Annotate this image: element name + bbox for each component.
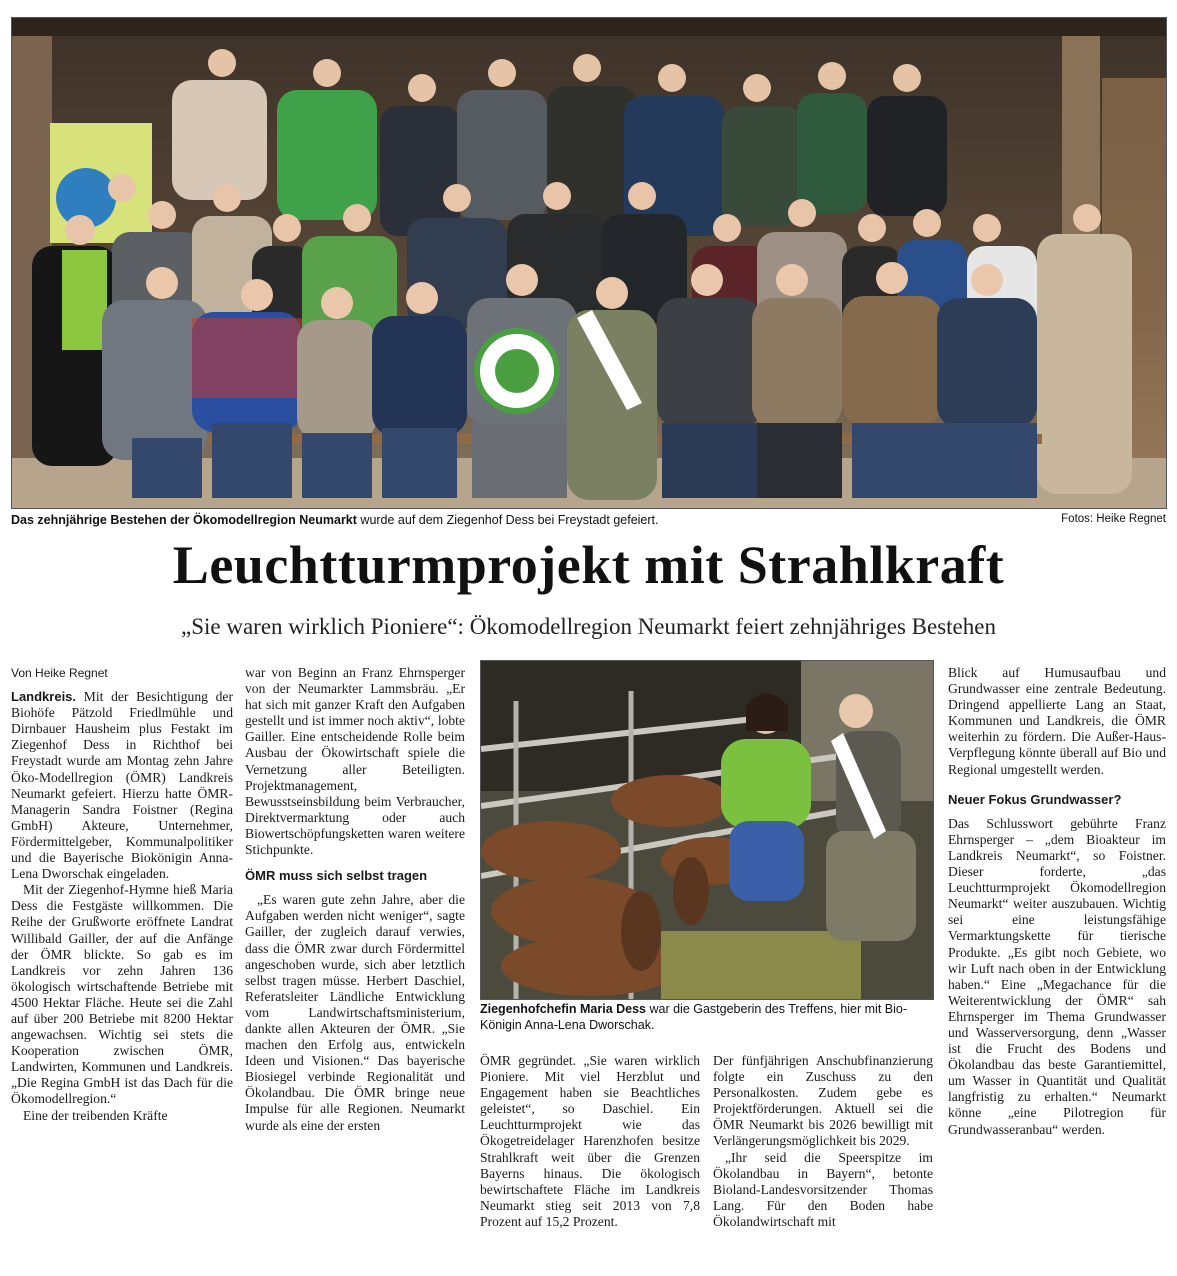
photo-credit: Fotos: Heike Regnet xyxy=(1061,513,1166,525)
col5-subheading: Neuer Fokus Grundwasser? xyxy=(948,791,1122,807)
col3-paragraph-1: ÖMR gegründet. „Sie waren wirklich Pioniere. Mit viel Herzblut und Engagement haben sie Beachtliches geleistet“, so Daschiel. Ein Leuchtturmprojekt wie das Ökogetreidelager Harenzhofen besitze Strahlkraft weit über die Grenzen Bayerns hinaus. Die ökologisch bewirtschaftete Fläche im Landkreis Neumarkt stieg seit 2013 von 7,8 Prozent auf 15,2 Prozent. xyxy=(480,1053,700,1229)
goat-photo-image xyxy=(481,661,933,999)
dateline: Landkreis. xyxy=(11,689,77,705)
col4-paragraph-1: Der fünfjährigen Anschubfinanzierung folgte ein Zuschuss zu den Personalkosten. Zudem gebe es Projektförderungen. Aktuell sei die ÖMR Neumarkt bis 2026 bewilligt mit Verlängerungsmöglichkeit bis 2029. xyxy=(713,1053,933,1149)
group-photo xyxy=(11,17,1167,509)
goat-photo-caption-bold: Ziegenhofchefin Maria Dess xyxy=(480,1002,647,1016)
top-photo-caption-text: wurde auf dem Ziegenhof Dess bei Freystadt gefeiert. xyxy=(356,513,659,527)
top-photo-caption-bold: Das zehnjährige Bestehen der Ökomodellregion Neumarkt xyxy=(11,513,357,527)
column-3 xyxy=(480,1053,700,1230)
col1-paragraph-1 xyxy=(11,689,233,882)
col1-paragraph-1-text: Mit der Besichtigung der Biohöfe Pätzold Friedlmühle und Dirnbauer Hausheim plus Festakt im Ziegenhof Dess in Richthof bei Freystadt wurde am Montag zehn Jahre Öko-Modellregion (ÖMR) Landkreis Neumarkt gefeiert. Hierzu hatte ÖMR-Managerin Sandra Foistner (Regina GmbH) Akteure, Unternehmer, Fördermittelgeber, Kommunalpolitiker und die Bayerische Biokönigin Anna-Lena Dworschak eingeladen. xyxy=(11,689,233,882)
column-1 xyxy=(11,665,233,1124)
top-photo-caption xyxy=(11,512,1041,528)
column-2 xyxy=(245,665,465,1134)
goat-photo-caption xyxy=(480,1001,935,1033)
byline: Von Heike Regnet xyxy=(11,666,108,680)
column-5 xyxy=(948,665,1166,1138)
col2-paragraph-1: war von Beginn an Franz Ehrnsperger von der Neumarkter Lammsbräu. „Er hat sich mit ganzer Kraft den Aufgaben gestellt und ist immer noch aktiv“, lobte Gailler. Eine entscheidende Rolle beim Ausbau der Ökowirtschaft spiele die Vernetzung aller Beteiligten. Projektmanagement, Bewusstseinsbildung beim Verbraucher, Direktvermarktung oder auch Biowertschöpfungsketten waren weitere Stichpunkte. xyxy=(245,665,465,858)
headline: Leuchtturmprojekt mit Strahlkraft xyxy=(172,535,1005,595)
col1-paragraph-2: Mit der Ziegenhof-Hymne hieß Maria Dess die Festgäste willkommen. Die Reihe der Grußworte eröffnete Landrat Willibald Gailler, der auf die Anfänge der ÖMR blickte. So gab es im Landkreis vor zehn Jahren 136 ökologisch wirtschaftende Betriebe mit 4500 Hektar Fläche. Heute sei die Zahl auf über 200 Betriebe mit 8200 Hektar angewachsen. Wichtig sei stets die Kooperation zwischen ÖMR, Landwirten, Kommunen und Landkreis. „Die Regina GmbH ist das Dach für die Ökomodellregion.“ xyxy=(11,882,233,1107)
col2-paragraph-2: „Es waren gute zehn Jahre, aber die Aufgaben werden nicht weniger“, sagte Gailler, der zugleich darauf verwies, dass die ÖMR zwar durch Fördermittel angeschoben wurde, sich aber letztlich selbst tragen müsse. Herbert Daschiel, Referatsleiter Ländliche Entwicklung vom Landwirtschaftsministerium, dankte allen Akteuren der ÖMR. „Sie machen den Erfolg aus, entwickeln Ideen und Visionen.“ Das bayerische Biosiegel verbinde Regionalität und Ökolandbau. Die ÖMR bringe neue Impulse für alle Regionen. Neumarkt wurde als eine der ersten xyxy=(245,892,465,1133)
group-photo-image xyxy=(12,18,1166,508)
subheadline: „Sie waren wirklich Pioniere“: Ökomodellregion Neumarkt feiert zehnjähriges Bestehen xyxy=(181,614,996,639)
col1-paragraph-3: Eine der treibenden Kräfte xyxy=(23,1107,168,1123)
column-4 xyxy=(713,1053,933,1230)
goat-photo-caption-text: war die Gastgeberin des Treffens, hier mit Bio-Königin Anna-Lena Dworschak. xyxy=(480,1002,908,1032)
col5-paragraph-1: Blick auf Humusaufbau und Grundwasser eine zentrale Bedeutung. Dringend appellierte Lang an Staat, Kommunen und Landkreis, die ÖMR weiterhin zu fördern. Die Außer-Haus-Verpflegung könnte überall auf Bio und Regional umgestellt werden. xyxy=(948,665,1166,777)
col5-paragraph-2: Das Schlusswort gebührte Franz Ehrnsperger – „dem Bioakteur im Landkreis Neumarkt“, so Foistner. Dieser forderte, „das Leuchtturmprojekt Ökomodellregion Neumarkt“ weiter auszubauen. Wichtig sei eine leistungsfähige Vermarktungskette für tierische Produkte. „Es gibt noch Gebiete, wo wir Luft nach oben in der Entwicklung haben.“ Eine „Megachance für die Weiterentwicklung der ÖMR“ sah Ehrnsperger im Thema Grundwasser und Wasserversorgung, denn „Wasser ist die Frucht des Bodens und Ökolandbau das beste Garantiemittel, um Wasser in Quantität und Qualität langfristig zu erhalten.“ Neumarkt könne „eine Pilotregion für Grundwasseranbau“ werden. xyxy=(948,815,1166,1137)
col4-paragraph-2: „Ihr seid die Speerspitze im Ökolandbau in Bayern“, betonte Bioland-Landesvorsitzender Thomas Lang. Für den Boden habe Ökolandwirtschaft mit xyxy=(713,1149,933,1229)
col2-subheading: ÖMR muss sich selbst tragen xyxy=(245,868,428,884)
goat-photo xyxy=(480,660,934,1000)
